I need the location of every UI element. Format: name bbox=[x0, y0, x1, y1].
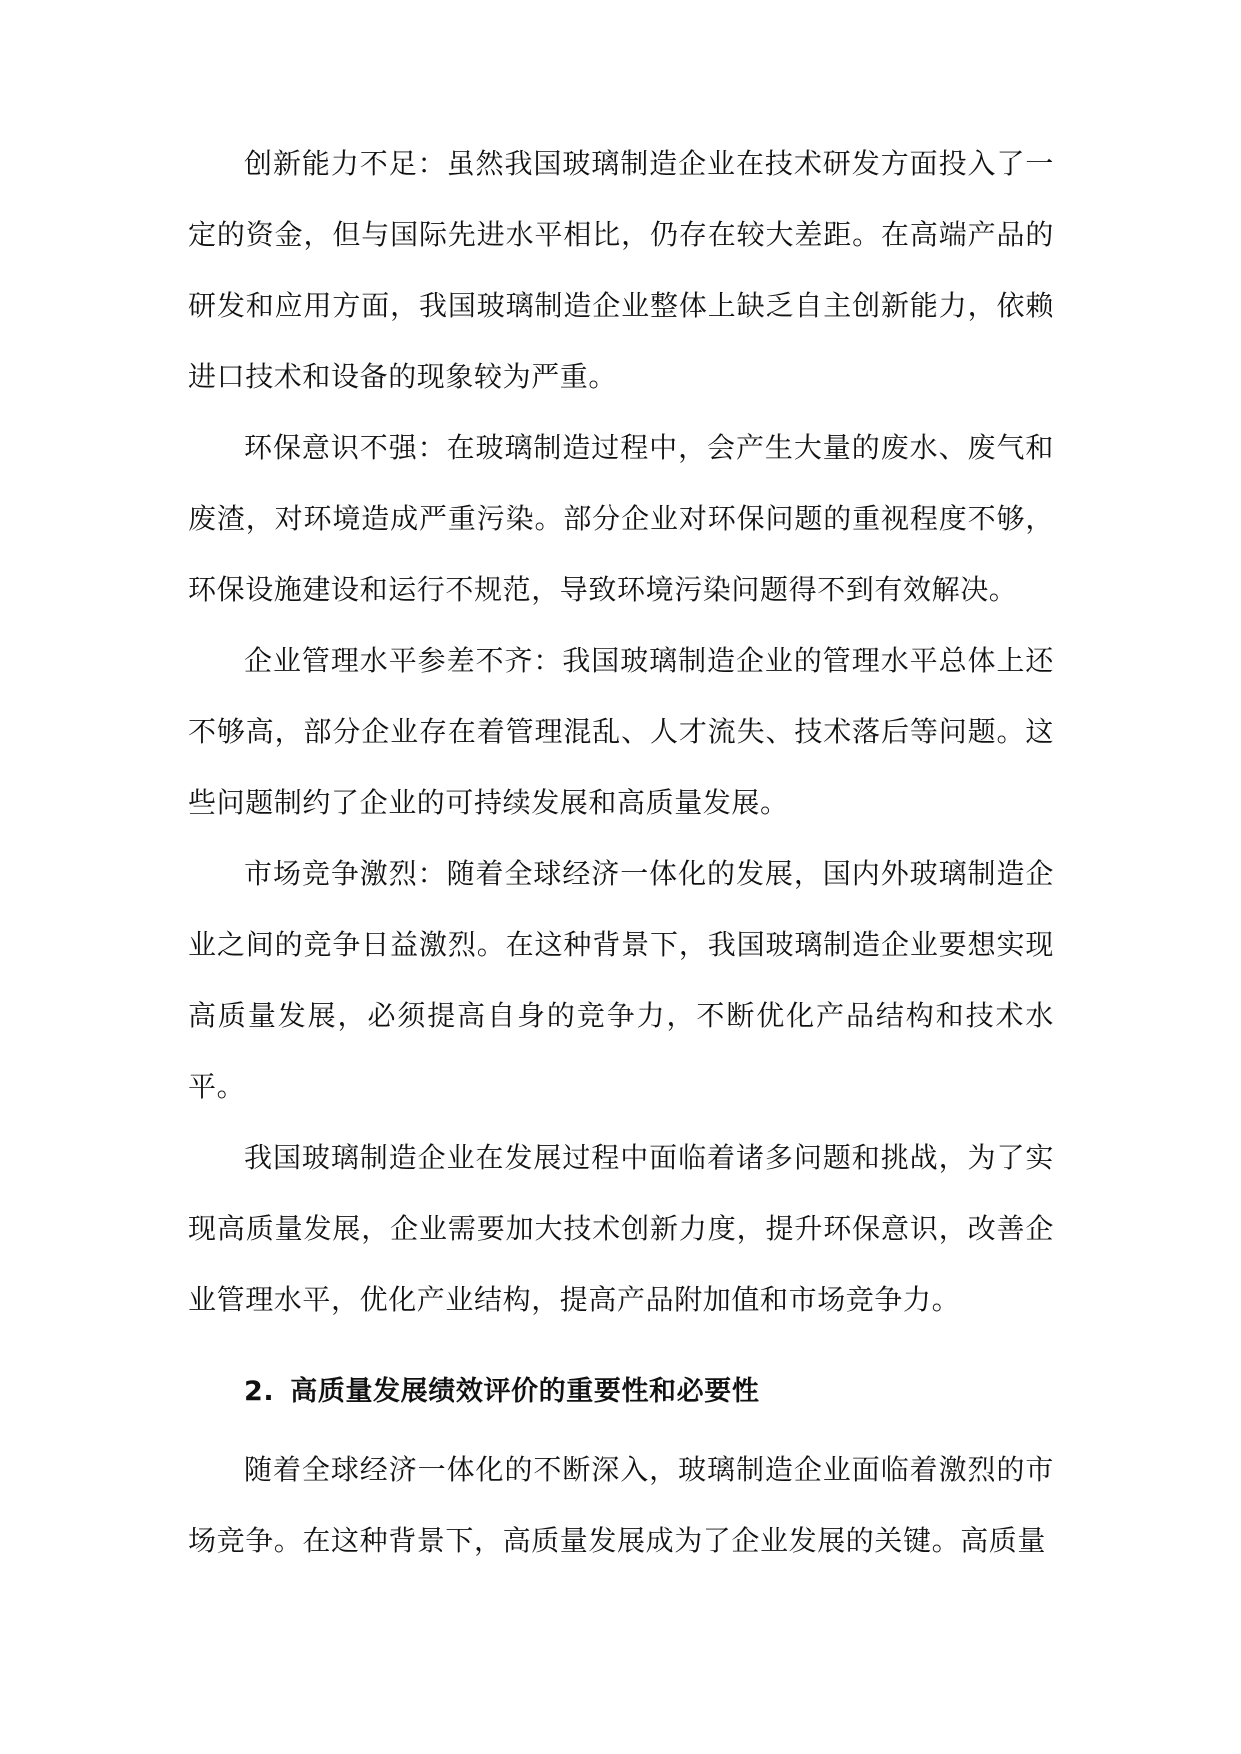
section-title: 高质量发展绩效评价的重要性和必要性 bbox=[290, 1376, 760, 1407]
paragraph-innovation: 创新能力不足：虽然我国玻璃制造企业在技术研发方面投入了一定的资金，但与国际先进水平相比，仍存在较大差距。在高端产品的研发和应用方面，我国玻璃制造企业整体上缺乏自主创新能力，依赖进口技术和设备的现象较为严重。 bbox=[188, 147, 1054, 393]
paragraph-competition: 市场竞争激烈：随着全球经济一体化的发展，国内外玻璃制造企业之间的竞争日益激烈。在这种背景下，我国玻璃制造企业要想实现高质量发展，必须提高自身的竞争力，不断优化产品结构和技术水平。 bbox=[188, 857, 1054, 1103]
paragraph-environment: 环保意识不强：在玻璃制造过程中，会产生大量的废水、废气和废渣，对环境造成严重污染。部分企业对环保问题的重视程度不够，环保设施建设和运行不规范，导致环境污染问题得不到有效解决。 bbox=[188, 431, 1054, 606]
paragraph-summary: 我国玻璃制造企业在发展过程中面临着诸多问题和挑战，为了实现高质量发展，企业需要加大技术创新力度，提升环保意识，改善企业管理水平，优化产业结构，提高产品附加值和市场竞争力。 bbox=[188, 1141, 1054, 1316]
paragraph-section-intro: 随着全球经济一体化的不断深入，玻璃制造企业面临着激烈的市场竞争。在这种背景下，高质量发展成为了企业发展的关键。高质量 bbox=[188, 1453, 1054, 1557]
section-number: 2. bbox=[244, 1376, 275, 1407]
document-page bbox=[188, 128, 1054, 1576]
paragraph-management: 企业管理水平参差不齐：我国玻璃制造企业的管理水平总体上还不够高，部分企业存在着管理混乱、人才流失、技术落后等问题。这些问题制约了企业的可持续发展和高质量发展。 bbox=[188, 644, 1054, 819]
section-heading bbox=[188, 1364, 1054, 1420]
